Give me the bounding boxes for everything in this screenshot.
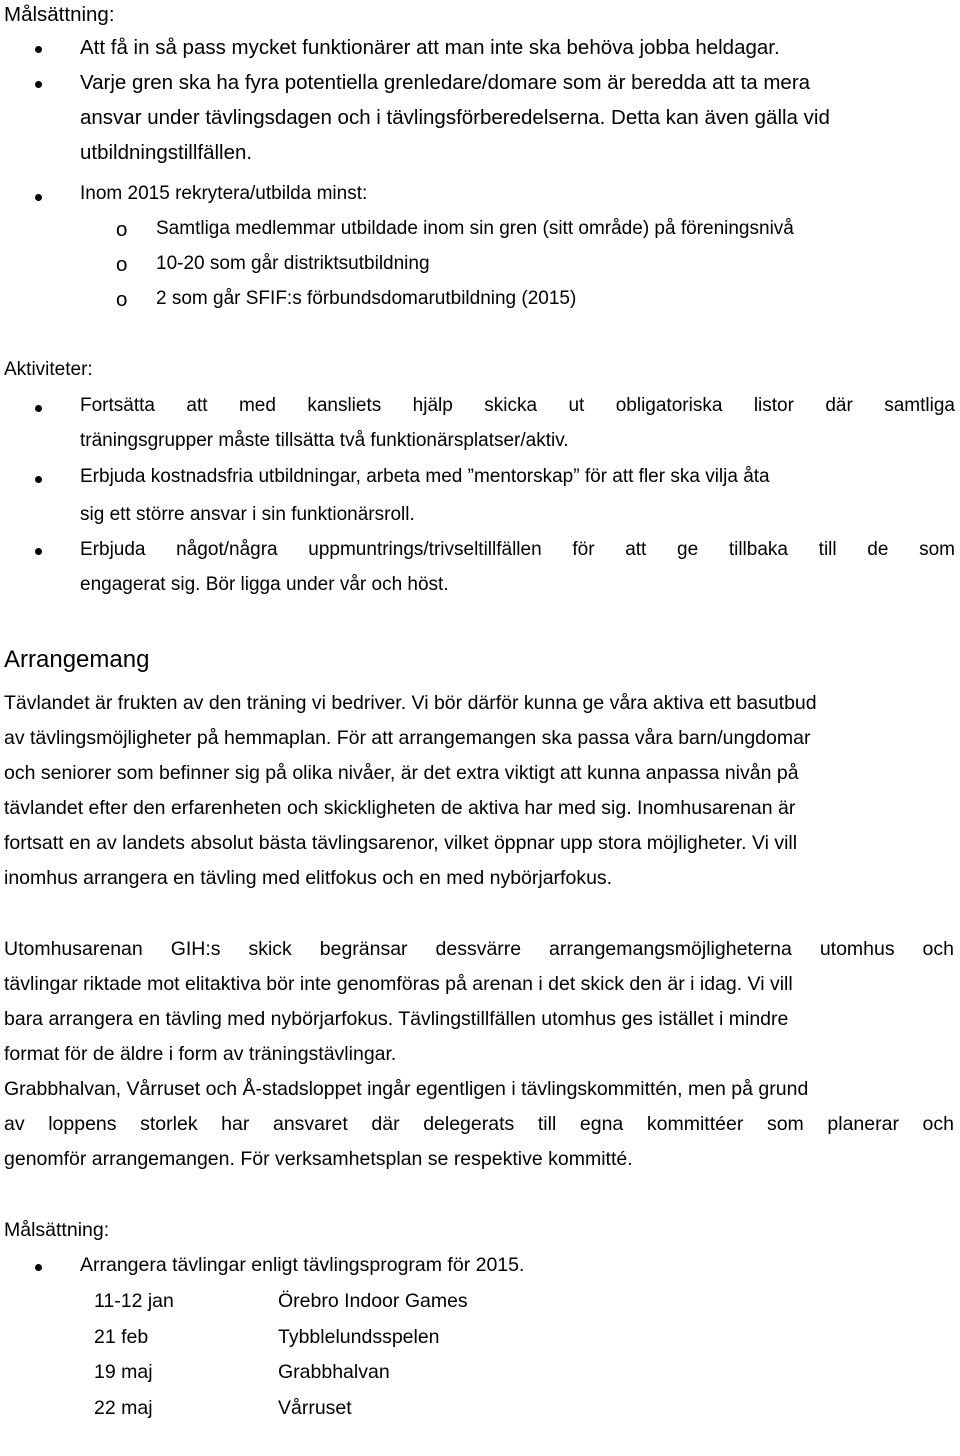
arrangements-heading: Arrangemang	[4, 646, 150, 673]
arrangements-para1-line4: tävlandet efter den erfarenheten och skickligheten de aktiva har med sig. Inomhusarenan är	[4, 797, 796, 819]
event-name: Grabbhalvan	[278, 1361, 390, 1383]
arrangements-para1-line5: fortsatt en av landets absolut bästa tävlingsarenor, vilket öppnar upp stora möjligheter. Vi vill	[4, 832, 798, 854]
arrangements-para1-line1: Tävlandet är frukten av den träning vi bedriver. Vi bör därför kunna ge våra aktiva ett basutbud	[4, 692, 817, 714]
bullet-icon	[35, 1264, 42, 1271]
goal-item-1: Att få in så pass mycket funktionärer att man inte ska behöva jobba heldagar.	[80, 36, 780, 59]
arrangements-para2-line3: bara arrangera en tävling med nybörjarfokus. Tävlingstillfällen utomhus ges istället i mindre	[4, 1008, 789, 1030]
bullet-icon	[35, 548, 42, 555]
goal-item-competitions: Arrangera tävlingar enligt tävlingsprogram för 2015.	[80, 1254, 525, 1276]
bullet-icon	[35, 194, 42, 201]
activity-item-3-line1: Erbjuda något/några uppmuntrings/trivseltillfällen för att ge tillbaka till de som	[80, 539, 955, 560]
bullet-icon	[35, 81, 42, 88]
bullet-icon	[35, 46, 42, 53]
goal-subitem-2: 10-20 som går distriktsutbildning	[156, 253, 430, 274]
arrangements-para2-line4: format för de äldre i form av träningstävlingar.	[4, 1043, 397, 1065]
arrangements-para1-line6: inomhus arrangera en tävling med elitfokus och en med nybörjarfokus.	[4, 867, 613, 889]
bullet-icon	[35, 476, 42, 483]
event-name: Tybblelundsspelen	[278, 1326, 440, 1348]
event-name: Örebro Indoor Games	[278, 1290, 468, 1312]
bullet-icon	[35, 405, 42, 412]
activity-item-1-line2: träningsgrupper måste tillsätta två funktionärsplatser/aktiv.	[80, 430, 569, 451]
activity-item-1-line1: Fortsätta att med kansliets hjälp skicka ut obligatoriska listor där samtliga	[80, 395, 955, 416]
event-date: 21 feb	[94, 1326, 149, 1348]
arrangements-para2-line6: av loppens storlek har ansvaret där delegerats till egna kommittéer som planerar och	[4, 1113, 954, 1135]
event-date: 22 maj	[94, 1397, 153, 1419]
goals-heading: Målsättning:	[4, 3, 115, 26]
activities-heading: Aktiviteter:	[4, 359, 93, 380]
arrangements-para1-line2: av tävlingsmöjligheter på hemmaplan. För att arrangemangen ska passa våra barn/ungdomar	[4, 727, 811, 749]
sub-marker-icon: o	[116, 288, 128, 311]
arrangements-para1-line3: och seniorer som befinner sig på olika nivåer, är det extra viktigt att kunna anpassa nivån på	[4, 762, 799, 784]
event-name: Vårruset	[278, 1397, 352, 1419]
sub-marker-icon: o	[116, 253, 128, 276]
event-date: 19 maj	[94, 1361, 153, 1383]
goal-item-2-line2: ansvar under tävlingsdagen och i tävlingsförberedelserna. Detta kan även gälla vid	[80, 106, 830, 129]
arrangements-para2-line5: Grabbhalvan, Vårruset och Å-stadsloppet ingår egentligen i tävlingskommittén, men på grund	[4, 1078, 809, 1100]
goal-subitem-1: Samtliga medlemmar utbildade inom sin gren (sitt område) på föreningsnivå	[156, 218, 794, 239]
activity-item-3-line2: engagerat sig. Bör ligga under vår och höst.	[80, 574, 449, 595]
event-date: 11-12 jan	[94, 1290, 174, 1312]
goal-subitem-3: 2 som går SFIF:s förbundsdomarutbildning (2015)	[156, 288, 577, 309]
arrangements-para2-line2: tävlingar riktade mot elitaktiva bör inte genomföras på arenan i det skick den är i idag. Vi vill	[4, 973, 793, 995]
arrangements-para2-line7: genomför arrangemangen. För verksamhetsplan se respektive kommitté.	[4, 1148, 633, 1170]
goal-item-3: Inom 2015 rekrytera/utbilda minst:	[80, 183, 368, 204]
goal-item-2-line3: utbildningstillfällen.	[80, 141, 253, 164]
goals-heading-2: Målsättning:	[4, 1219, 110, 1241]
goal-item-2-line1: Varje gren ska ha fyra potentiella grenledare/domare som är beredda att ta mera	[80, 71, 811, 94]
arrangements-para2-line1: Utomhusarenan GIH:s skick begränsar dessvärre arrangemangsmöjligheterna utomhus och	[4, 938, 954, 960]
activity-item-2-line1: Erbjuda kostnadsfria utbildningar, arbeta med ”mentorskap” för att fler ska vilja åta	[80, 466, 770, 487]
activity-item-2-line2: sig ett större ansvar i sin funktionärsroll.	[80, 504, 415, 525]
sub-marker-icon: o	[116, 218, 128, 241]
